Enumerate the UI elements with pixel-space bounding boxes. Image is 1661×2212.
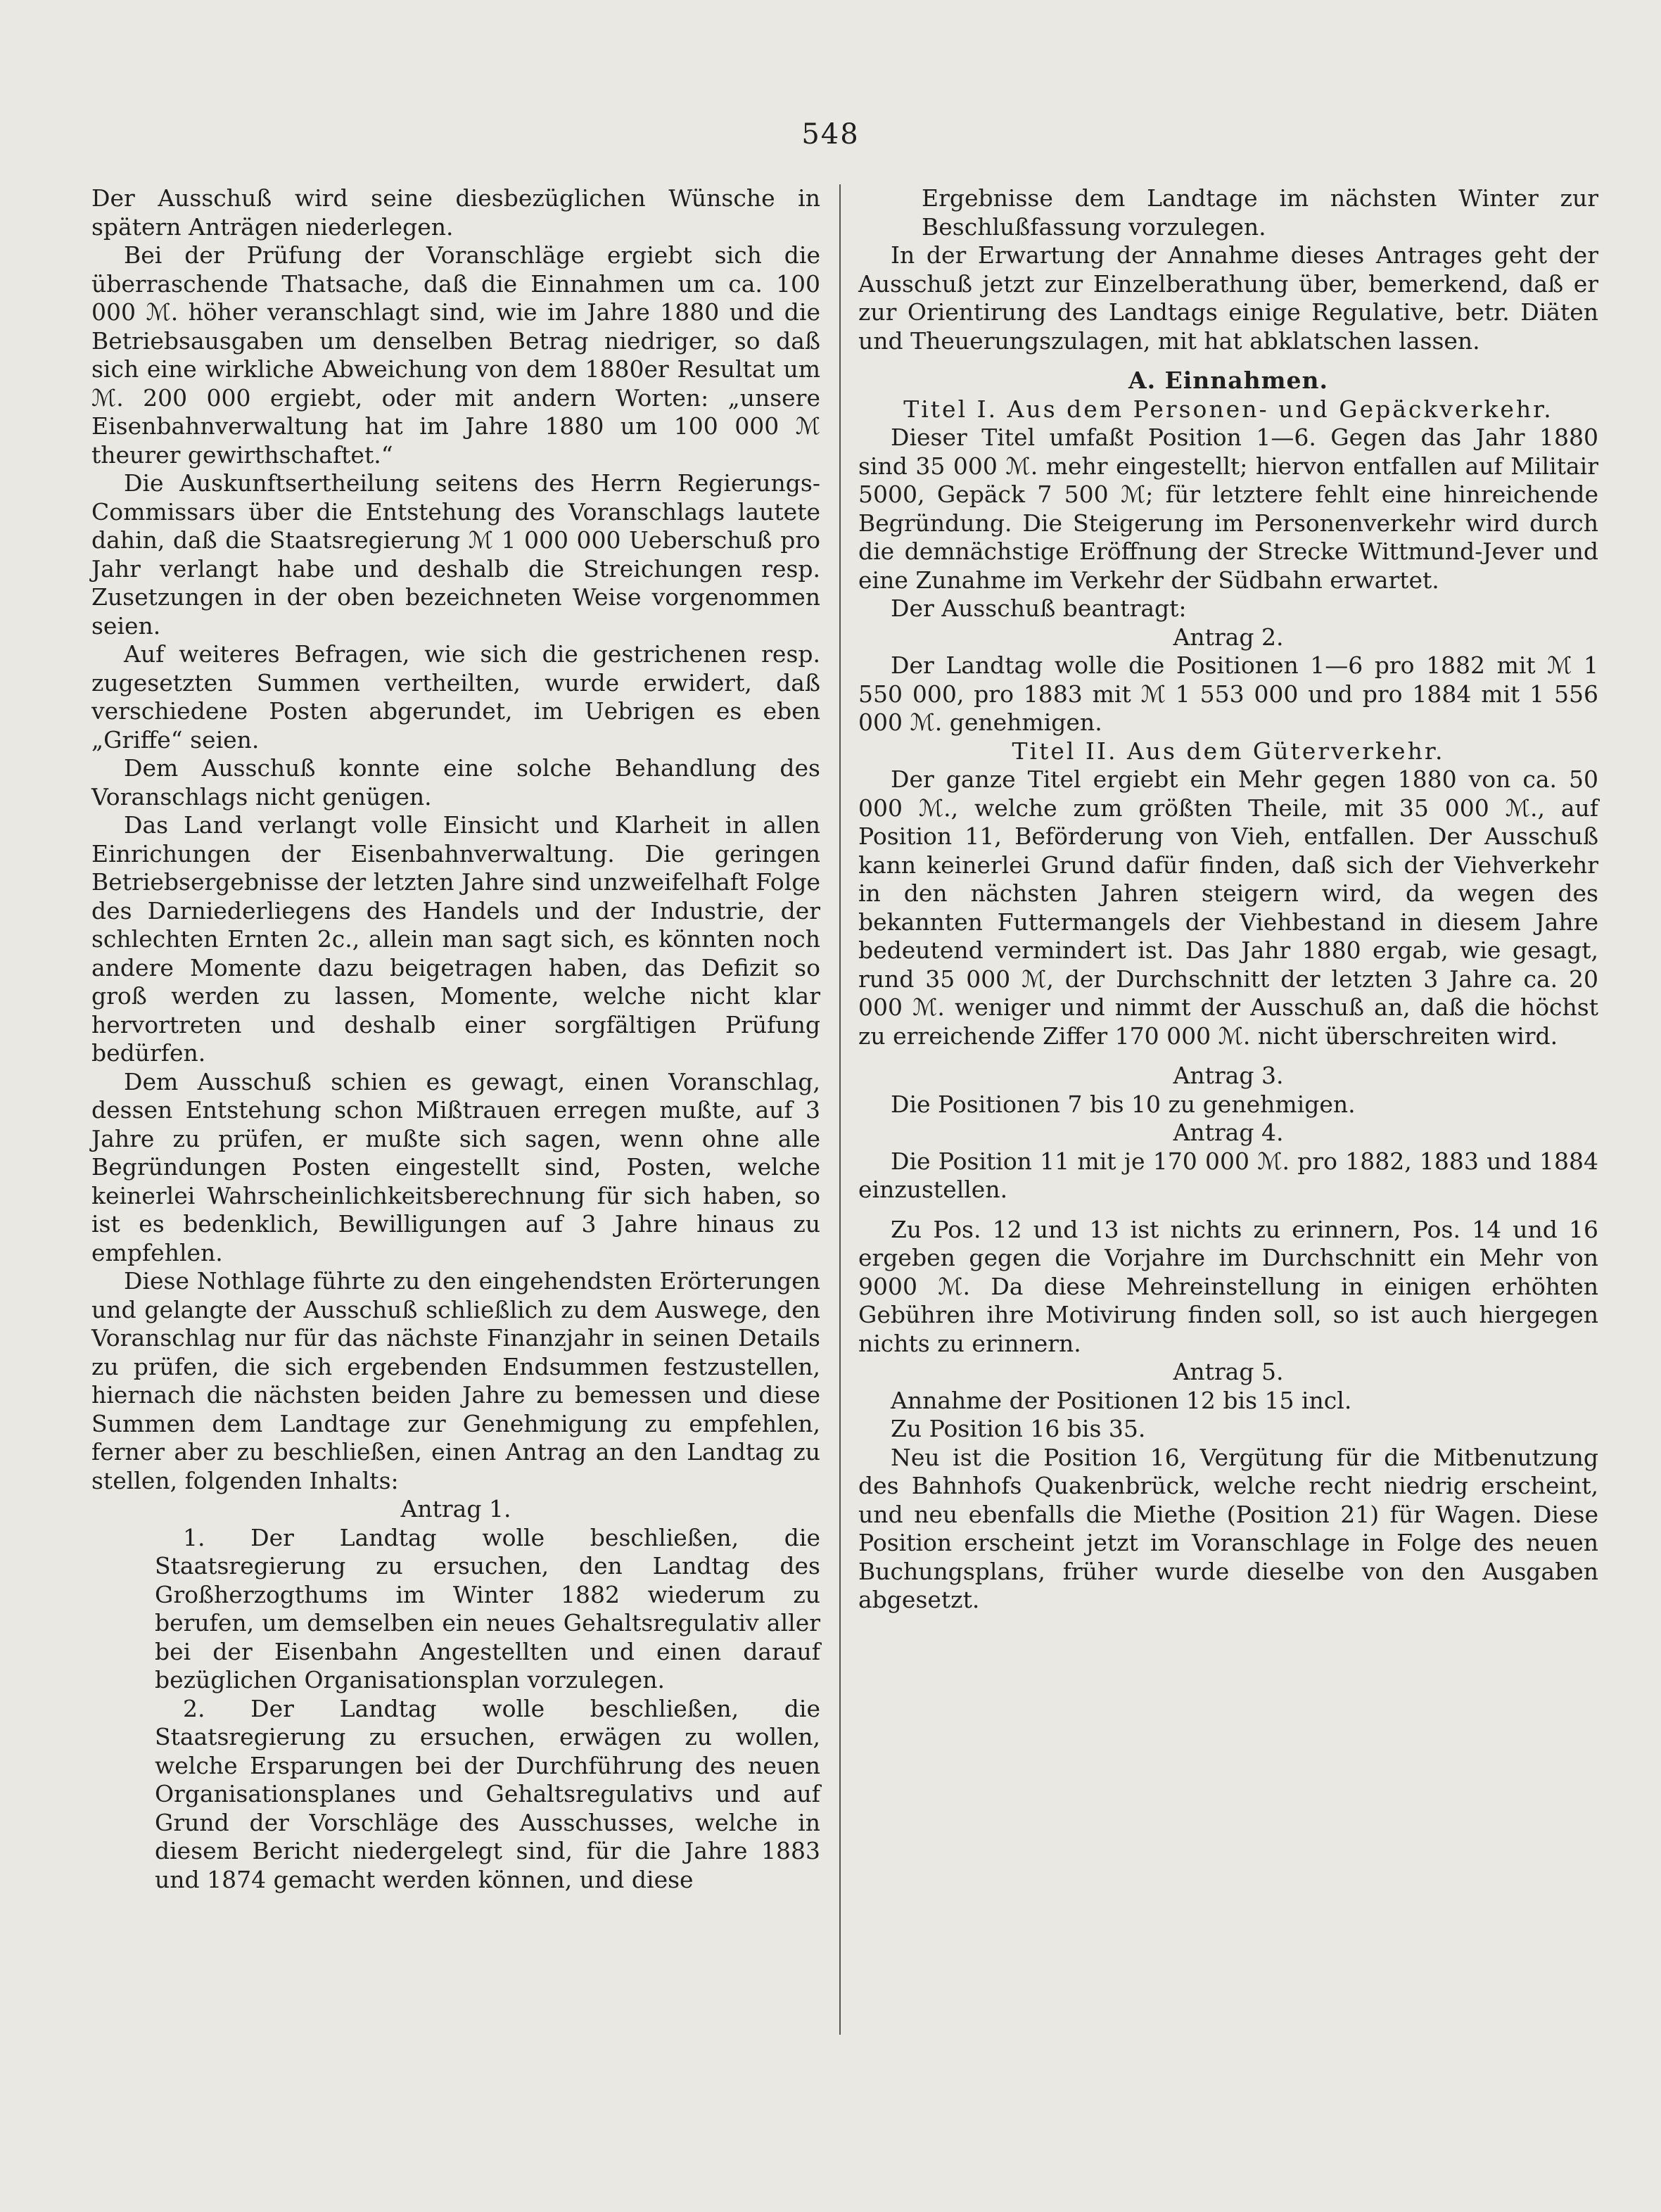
paragraph: Der Ausschuß wird seine diesbezüglichen Wünsche in spätern Anträgen niederlegen. bbox=[91, 184, 820, 241]
paragraph: Der ganze Titel ergiebt ein Mehr gegen 1880 von ca. 50 000 ℳ., welche zum größten Theile, mit 35 000 ℳ., auf Position 11, Beförderung von Vieh, entfallen. Der Ausschuß kann keinerlei Grund dafür finden, daß sich der Viehverkehr in den nächsten Jahren steigern wird, da wegen des bekannten Futtermangels der Viehbestand in diesem Jahre bedeutend vermindert ist. Das Jahr 1880 ergab, wie gesagt, rund 35 000 ℳ, der Durchschnitt der letzten 3 Jahre ca. 20 000 ℳ. weniger und nimmt der Ausschuß an, daß die höchst zu erreichende Ziffer 170 000 ℳ. nicht überschreiten wird. bbox=[858, 765, 1598, 1050]
heading: Titel II. Aus dem Güterverkehr. bbox=[1012, 737, 1445, 765]
paragraph: Bei der Prüfung der Voranschläge ergiebt sich die überraschende Thatsache, daß die Einnahmen um ca. 100 000 ℳ. höher veranschlagt sind, wie im Jahre 1880 und die Betriebsausgaben um denselben Betrag niedriger, so daß sich eine wirkliche Abweichung von dem 1880er Resultat um ℳ. 200 000 ergiebt, oder mit andern Worten: „unsere Eisenbahnverwaltung hat im Jahre 1880 um 100 000 ℳ theurer gewirthschaftet.“ bbox=[91, 241, 820, 469]
spacer bbox=[858, 1204, 1598, 1216]
heading: Antrag 5. bbox=[1173, 1358, 1284, 1385]
heading: Antrag 2. bbox=[1173, 623, 1284, 651]
page-number: 548 bbox=[801, 118, 860, 151]
paragraph: Dem Ausschuß schien es gewagt, einen Voranschlag, dessen Entstehung schon Mißtrauen erregen mußte, auf 3 Jahre zu prüfen, er mußte sich sagen, wenn ohne alle Begründungen Posten eingestellt sind, Posten, welche keinerlei Wahrscheinlichkeitsberechnung für sich haben, so ist es bedenklich, Bewilligungen auf 3 Jahre hinaus zu empfehlen. bbox=[91, 1067, 820, 1266]
paragraph: Zu Pos. 12 und 13 ist nichts zu erinnern, Pos. 14 und 16 ergeben gegen die Vorjahre im Durchschnitt ein Mehr von 9000 ℳ. Da diese Mehreinstellung in einigen erhöhten Gebühren ihre Motivirung finden soll, so ist auch hiergegen nichts zu erinnern. bbox=[858, 1215, 1598, 1357]
motion-paragraph: 1. Der Landtag wolle beschließen, die Staatsregierung zu ersuchen, den Landtag des Großherzogthums im Winter 1882 wiederum zu berufen, um demselben ein neues Gehaltsregulativ aller bei der Eisenbahn Angestellten und einen darauf bezüglichen Organisationsplan vorzulegen. bbox=[155, 1523, 820, 1693]
paragraph: Das Land verlangt volle Einsicht und Klarheit in allen Einrichungen der Eisenbahnverwaltung. Die geringen Betriebsergebnisse der letzten Jahre sind unzweifelhaft Folge des Darniederliegens des Handels und der Industrie, der schlechten Ernten 2c., allein man sagt sich, es könnten noch andere Momente dazu beigetragen haben, das Defizit so groß werden zu lassen, Momente, welche nicht klar hervortreten und deshalb einer sorgfältigen Prüfung bedürfen. bbox=[91, 811, 820, 1067]
paragraph: Diese Nothlage führte zu den eingehendsten Erörterungen und gelangte der Ausschuß schließlich zu dem Auswege, den Voranschlag nur für das nächste Finanzjahr in seinen Details zu prüfen, die sich ergebenden Endsummen festzustellen, hiernach die nächsten beiden Jahre zu bemessen und diese Summen dem Landtage zur Genehmigung zu empfehlen, ferner aber zu beschließen, einen Antrag an den Landtag zu stellen, folgenden Inhalts: bbox=[91, 1267, 820, 1494]
spacer bbox=[858, 1050, 1598, 1062]
paragraph: Die Position 11 mit je 170 000 ℳ. pro 1882, 1883 und 1884 einzustellen. bbox=[858, 1147, 1598, 1203]
paragraph: Auf weiteres Befragen, wie sich die gestrichenen resp. zugesetzten Summen vertheilten, wurde erwidert, daß verschiedene Posten abgerundet, im Uebrigen es eben „Griffe“ seien. bbox=[91, 640, 820, 754]
paragraph: Annahme der Positionen 12 bis 15 incl. bbox=[891, 1386, 1352, 1414]
right-column bbox=[858, 184, 1598, 1615]
heading: Antrag 4. bbox=[1173, 1119, 1284, 1146]
paragraph: Der Landtag wolle die Positionen 1—6 pro 1882 mit ℳ 1 550 000, pro 1883 mit ℳ 1 553 000 und pro 1884 mit 1 556 000 ℳ. genehmigen. bbox=[858, 651, 1598, 736]
paragraph: In der Erwartung der Annahme dieses Antrages geht der Ausschuß jetzt zur Einzelberathung über, bemerkend, daß er zur Orientirung des Landtags einige Regulative, betr. Diäten und Theuerungszulagen, mit hat abklatschen lassen. bbox=[858, 241, 1598, 355]
left-column bbox=[91, 184, 820, 1894]
paragraph: Zu Position 16 bis 35. bbox=[891, 1415, 1146, 1442]
paragraph: Die Positionen 7 bis 10 zu genehmigen. bbox=[891, 1090, 1356, 1118]
paragraph: Die Auskunftsertheilung seitens des Herrn Regierungs-Commissars über die Entstehung des Voranschlags lautete dahin, daß die Staatsregierung ℳ 1 000 000 Ueberschuß pro Jahr verlangt habe und deshalb die Streichungen resp. Zusetzungen in der oben bezeichneten Weise vorgenommen seien. bbox=[91, 469, 820, 640]
heading: A. Einnahmen. bbox=[1128, 367, 1329, 394]
spacer bbox=[858, 355, 1598, 367]
paragraph: Der Ausschuß beantragt: bbox=[891, 595, 1187, 622]
heading: Titel I. Aus dem Personen- und Gepäckverkehr. bbox=[903, 395, 1553, 423]
paragraph: Dieser Titel umfaßt Position 1—6. Gegen das Jahr 1880 sind 35 000 ℳ. mehr eingestellt; hiervon entfallen auf Militair 5000, Gepäck 7 500 ℳ; für letztere fehlt eine hinreichende Begründung. Die Steigerung im Personenverkehr wird durch die demnächstige Eröffnung der Strecke Wittmund-Jever und eine Zunahme im Verkehr der Südbahn erwartet. bbox=[858, 424, 1598, 594]
paragraph: Dem Ausschuß konnte eine solche Behandlung des Voranschlags nicht genügen. bbox=[91, 754, 820, 811]
column-divider bbox=[839, 184, 841, 2035]
motion-paragraph: 2. Der Landtag wolle beschließen, die Staatsregierung zu ersuchen, erwägen zu wollen, welche Ersparungen bei der Durchführung des neuen Organisationsplanes und Gehaltsregulativs und auf Grund der Vorschläge des Ausschusses, welche in diesem Bericht niedergelegt sind, für die Jahre 1883 und 1874 gemacht werden können, und diese bbox=[155, 1694, 820, 1893]
heading: Antrag 3. bbox=[1173, 1062, 1284, 1089]
heading: Antrag 1. bbox=[400, 1495, 511, 1523]
paragraph: Neu ist die Position 16, Vergütung für die Mitbenutzung des Bahnhofs Quakenbrück, welche recht niedrig erscheint, und neu ebenfalls die Miethe (Position 21) für Wagen. Diese Position erscheint jetzt im Voranschlage in Folge des neuen Buchungsplans, früher wurde dieselbe von den Ausgaben abgesetzt. bbox=[858, 1443, 1598, 1613]
motion-paragraph: Ergebnisse dem Landtage im nächsten Winter zur Beschlußfassung vorzulegen. bbox=[922, 184, 1598, 241]
